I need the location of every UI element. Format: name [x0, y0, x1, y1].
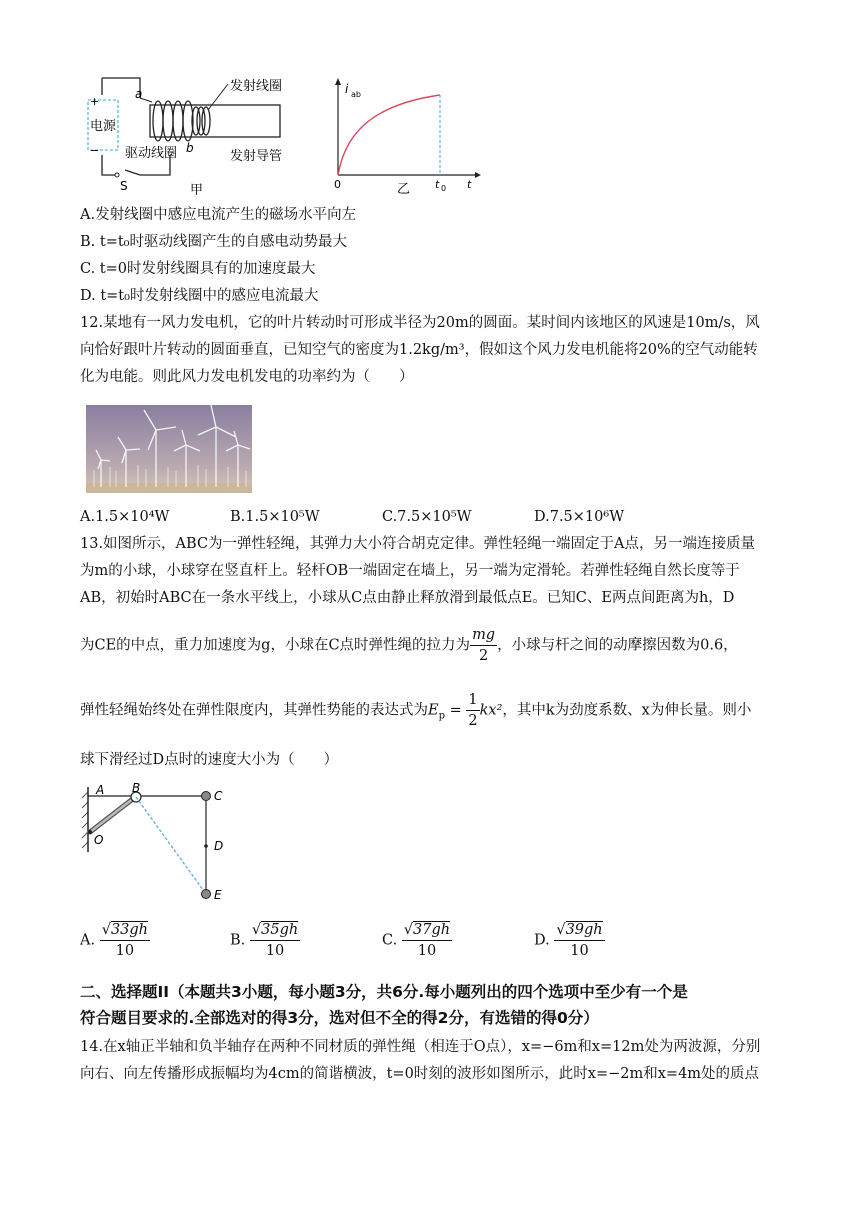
label-plus: + [90, 95, 100, 108]
q13-line-1: 13.如图所示，ABC为一弹性轻绳，其弹力大小符合胡克定律。弹性轻绳一端固定于A点，另一端连接质量 [80, 536, 756, 552]
q13-option-a-frac [100, 920, 150, 961]
q13-option-c [382, 920, 452, 961]
t0-label: t [435, 178, 440, 191]
q11-option-b: B. t=t₀时驱动线圈产生的自感电动势最大 [80, 234, 347, 250]
q13-option-c-label: C. [382, 932, 398, 949]
frac-mg-2 [470, 625, 497, 666]
q13-option-b-frac [250, 920, 300, 961]
origin-label: 0 [334, 178, 341, 191]
q12-option-a: A.1.5×10⁴W [80, 509, 170, 525]
frac-half [466, 690, 479, 731]
label-A: A [96, 783, 105, 797]
ep-symbol: E [428, 702, 439, 719]
label-O: O [94, 833, 104, 847]
q13-line-5a: 弹性轻绳始终处在弹性限度内，其弹性势能的表达式为 [80, 702, 428, 719]
y-axis-label-sub: ab [351, 90, 361, 99]
q13-line-5 [80, 690, 751, 731]
frac-mg-num: mg [470, 625, 497, 646]
q13-option-c-den: 10 [417, 943, 437, 959]
caption-yi: 乙 [397, 182, 411, 195]
label-power-source: 电源 [90, 119, 117, 134]
q12-option-b: B.1.5×10⁵W [230, 509, 320, 525]
label-B: B [132, 782, 141, 795]
q13-option-b [230, 920, 300, 961]
eq-sign: = [445, 702, 467, 719]
q13-line-4 [80, 625, 738, 666]
q12-line-1: 12.某地有一风力发电机，它的叶片转动时可形成半径为20m的圆面。某时间内该地区的风速是10m/s，风 [80, 315, 760, 331]
q13-line-3: AB，初始时ABC在一条水平线上，小球从C点由静止释放滑到最低点E。已知C、E两点间距离为h，D [80, 590, 735, 606]
q13-option-a-label: A. [80, 932, 96, 949]
q13-option-d-label: D. [534, 932, 550, 949]
label-drive-coil: 驱动线圈 [125, 146, 178, 161]
current-curve [338, 95, 440, 175]
q13-option-b-num: √35gh [250, 920, 300, 941]
caption-jia: 甲 [190, 183, 204, 195]
q13-line-2: 为m的小球，小球穿在竖直杆上。轻杆OB一端固定在墙上，另一端为定滑轮。若弹性轻绳自然长度等于 [80, 563, 740, 579]
section-2-heading-line-2: 符合题目要求的.全部选对的得3分，选对但不全的得2分，有选错的得0分） [80, 1009, 599, 1027]
q13-line-4b: ，小球与杆之间的动摩擦因数为0.6， [497, 637, 738, 654]
q13-option-c-num: √37gh [402, 920, 452, 941]
q13-line-6: 球下滑经过D点时的速度大小为（ ） [80, 752, 339, 768]
kx-term: kx² [479, 702, 503, 719]
q13-option-a-den: 10 [115, 943, 135, 959]
figure-q13 [80, 782, 230, 907]
q13-option-d-den: 10 [570, 943, 589, 959]
q13-option-b-num-text: 35gh [261, 922, 299, 938]
label-launch-tube: 发射导管 [230, 149, 283, 164]
label-C: C [214, 789, 223, 803]
y-axis-label: i [345, 82, 349, 96]
q13-line-5b: ，其中k为劲度系数、x为伸长量。则小 [502, 702, 752, 719]
label-launch-coil: 发射线圈 [230, 79, 283, 94]
label-a: a [135, 87, 143, 101]
section-2-heading-line-1: 二、选择题II（本题共3小题，每小题3分，共6分.每小题列出的四个选项中至少有一个是 [80, 983, 688, 1001]
wind-farm-photo [86, 405, 252, 493]
q11-option-d: D. t=t₀时发射线圈中的感应电流最大 [80, 288, 319, 304]
label-minus: − [90, 144, 100, 157]
q13-option-c-num-text: 37gh [413, 922, 451, 938]
q13-option-a-num-text: 33gh [110, 922, 149, 938]
q13-option-a-num: √33gh [100, 920, 150, 941]
label-E: E [214, 888, 222, 902]
q13-option-d [534, 920, 605, 961]
q13-option-b-den: 10 [265, 943, 285, 959]
figure-jia [80, 70, 290, 195]
q13-option-d-num: √39gh [554, 920, 604, 941]
t0-label-sub: 0 [441, 184, 447, 193]
q12-option-d: D.7.5×10⁶W [534, 509, 625, 525]
q13-option-d-frac [554, 920, 604, 961]
q13-line-4a: 为CE的中点，重力加速度为g，小球在C点时弹性绳的拉力为 [80, 637, 471, 654]
q13-option-c-frac [402, 920, 452, 961]
q14-line-2: 向右、向左传播形成振幅均为4cm的简谐横波，t=0时刻的波形如图所示，此时x=−2m和x=4m处的质点 [80, 1066, 760, 1082]
q12-option-c: C.7.5×10⁵W [382, 509, 472, 525]
frac-half-den: 2 [468, 713, 478, 729]
label-D: D [214, 839, 224, 853]
q14-line-1: 14.在x轴正半轴和负半轴存在两种不同材质的弹性绳（相连于O点），x=−6m和x=12m处为两波源，分别 [80, 1039, 761, 1055]
x-axis-label: t [467, 178, 472, 191]
q12-line-2: 向恰好跟叶片转动的圆面垂直，已知空气的密度为1.2kg/m³，假如这个风力发电机能将20%的空气动能转 [80, 342, 758, 358]
q13-option-b-label: B. [230, 932, 246, 949]
launch-tube [150, 105, 280, 137]
frac-mg-den: 2 [478, 648, 489, 664]
label-b: b [186, 141, 194, 155]
q11-option-c: C. t=0时发射线圈具有的加速度最大 [80, 261, 316, 277]
q13-option-a [80, 920, 150, 961]
q11-option-a: A.发射线圈中感应电流产生的磁场水平向左 [80, 207, 357, 223]
frac-half-num: 1 [466, 690, 479, 711]
q12-line-3: 化为电能。则此风力发电机发电的功率约为（ ） [80, 369, 414, 385]
q13-option-d-num-text: 39gh [565, 922, 603, 938]
figure-yi [325, 75, 485, 195]
ep-sub: p [438, 710, 445, 722]
label-switch: S [120, 179, 128, 193]
